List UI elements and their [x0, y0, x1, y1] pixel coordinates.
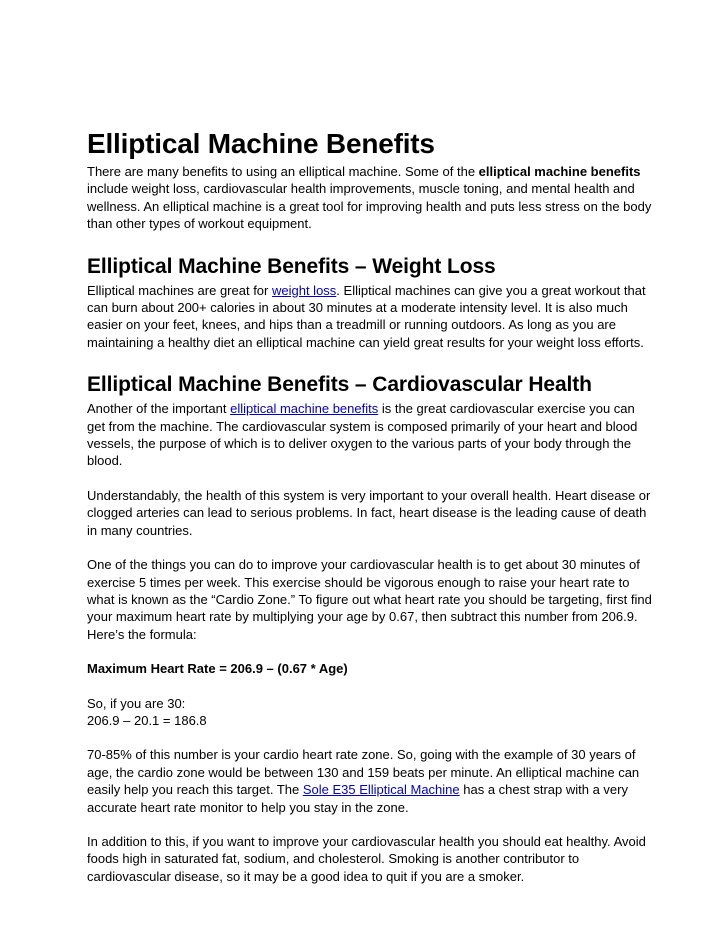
cardio-paragraph-1: [87, 400, 653, 470]
intro-text-2: include weight loss, cardiovascular health improvements, muscle toning, and mental health and wellness. An elliptical machine is a great tool for improving health and puts less stress on the body than other types of workout equipment.: [87, 181, 652, 232]
page-title: Elliptical Machine Benefits: [87, 128, 435, 159]
cardio-paragraph-5: In addition to this, if you want to improve your cardiovascular health you should eat healthy. Avoid foods high in saturated fat, sodium, and cholesterol. Smoking is another contributor to cardiovascular disease, so it may be a good idea to quit if you are a smoker.: [87, 833, 646, 884]
example-calculation: [87, 695, 653, 730]
cardio-p4-text-1: 70-85% of this number is your cardio heart rate zone. So, going with the example of 30 years of age, the cardio zone would be between 130 and 159 beats per minute. An elliptical machine can easily help you reach this target. The: [87, 747, 640, 798]
cardio-p1-text-1: Another of the important: [87, 401, 231, 417]
weight-loss-text-1: Elliptical machines are great for: [87, 282, 272, 298]
cardio-paragraph-4: [87, 746, 653, 816]
article-body: [87, 127, 653, 902]
cardio-paragraph-3: One of the things you can do to improve your cardiovascular health is to get about 30 minutes of exercise 5 times per week. This exercise should be vigorous enough to raise your heart rate to what is known as the “Cardio Zone.” To figure out what heart rate you should be targeting, first find your maximum heart rate by multiplying your age by 0.67, then subtract this number from 206.9. Here’s the formula:: [87, 557, 652, 642]
weight-loss-paragraph: [87, 282, 653, 352]
weight-loss-text-2: . Elliptical machines can give you a great workout that can burn about 200+ calories in about 30 minutes at a moderate intensity level. It is also much easier on your feet, knees, and hips than a treadmill or running outdoors. As long as you are maintaining a healthy diet an elliptical machine can yield great results for your weight loss efforts.: [87, 282, 646, 350]
cardio-p4-text-2: has a chest strap with a very accurate heart rate monitor to help you stay in the zone.: [87, 782, 628, 815]
cardio-heading: Elliptical Machine Benefits – Cardiovascular Health: [87, 373, 592, 397]
weight-loss-link[interactable]: weight loss: [271, 282, 337, 298]
cardio-p1-text-2: is the great cardiovascular exercise you can get from the machine. The cardiovascular system is composed primarily of your heart and blood vessels, the purpose of which is to deliver oxygen to the various parts of your body through the blood.: [87, 401, 638, 469]
elliptical-benefits-link[interactable]: elliptical machine benefits: [230, 401, 379, 417]
weight-loss-heading: Elliptical Machine Benefits – Weight Loss: [87, 254, 496, 278]
cardio-paragraph-2: Understandably, the health of this system is very important to your overall health. Heart disease or clogged arteries can lead to serious problems. In fact, heart disease is the leading cause of death in many countries.: [87, 487, 651, 538]
example-line-1: So, if you are 30:: [87, 695, 186, 711]
intro-text-1: There are many benefits to using an elliptical machine. Some of the: [87, 164, 479, 179]
example-line-2: 206.9 – 20.1 = 186.8: [87, 712, 207, 728]
sole-e35-link[interactable]: Sole E35 Elliptical Machine: [302, 782, 460, 798]
heart-rate-formula: Maximum Heart Rate = 206.9 – (0.67 * Age): [87, 661, 348, 677]
intro-paragraph: [87, 163, 653, 233]
intro-bold-phrase: elliptical machine benefits: [478, 164, 641, 179]
